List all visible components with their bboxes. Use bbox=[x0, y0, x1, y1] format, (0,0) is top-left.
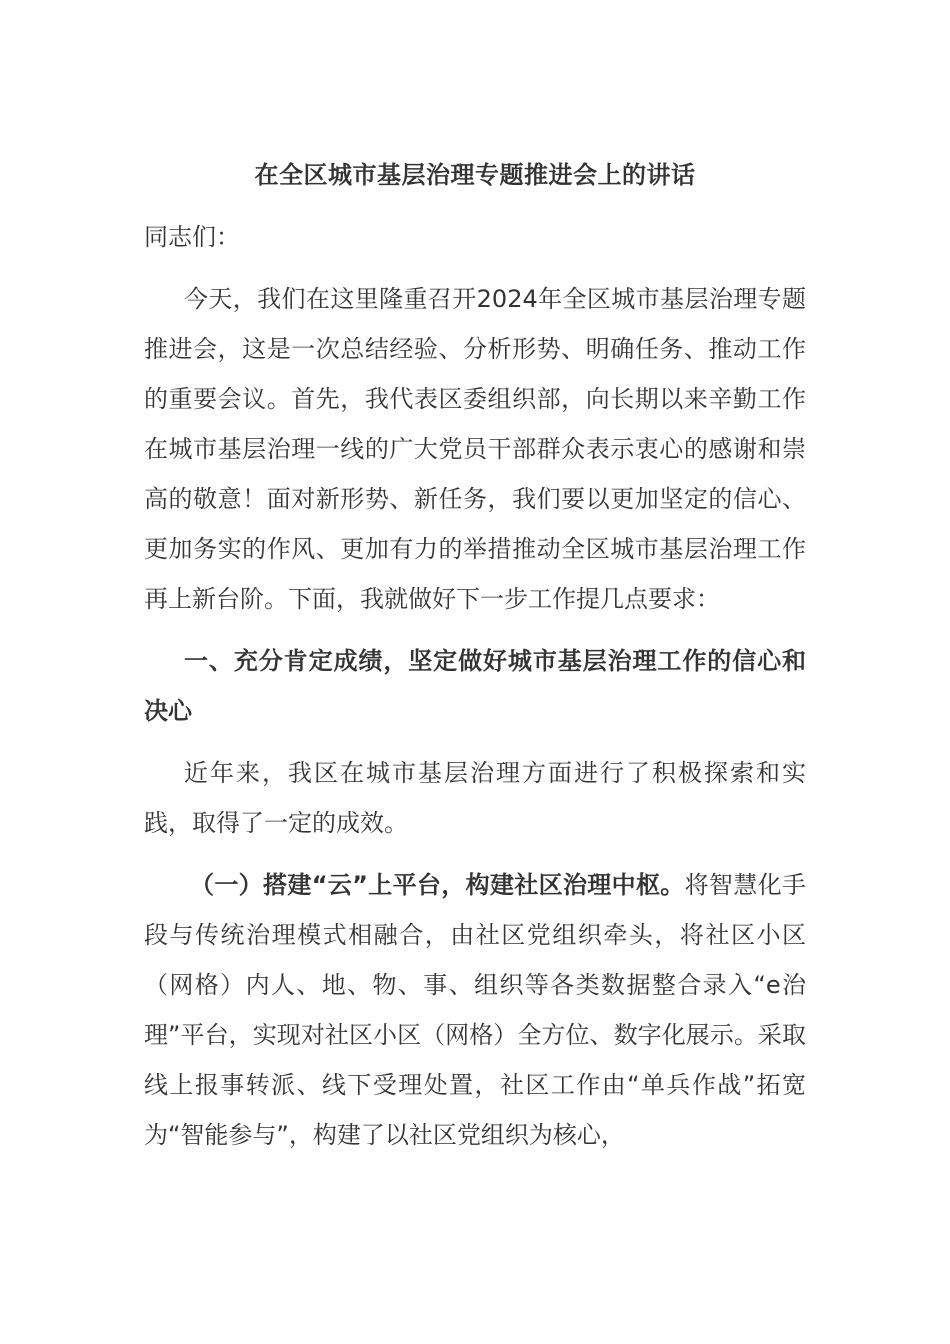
document-body bbox=[144, 150, 806, 1172]
salutation: 同志们： bbox=[144, 223, 240, 251]
item-1-paragraph bbox=[144, 860, 806, 1160]
intro-paragraph: 今天，我们在这里隆重召开2024年全区城市基层治理专题推进会，这是一次总结经验、分析形势、明确任务、推动工作的重要会议。首先，我代表区委组织部，向长期以来辛勤工作在城市基层治理一线的广大党员干部群众表示衷心的感谢和崇高的敬意！面对新形势、新任务，我们要以更加坚定的信心、更加务实的作风、更加有力的举措推动全区城市基层治理工作再上新台阶。下面，我就做好下一步工作提几点要求： bbox=[144, 285, 806, 613]
item-1-body: 将智慧化手段与传统治理模式相融合，由社区党组织牵头，将社区小区（网格）内人、地、物、事、组织等各类数据整合录入“e治理”平台，实现对社区小区（网格）全方位、数字化展示。采取线上报事转派、线下受理处置，社区工作由“单兵作战”拓宽为“智能参与”，构建了以社区党组织为核心， bbox=[144, 871, 807, 1149]
item-1-heading: （一）搭建“云”上平台，构建社区治理中枢。 bbox=[190, 871, 685, 899]
section-1-paragraph: 近年来，我区在城市基层治理方面进行了积极探索和实践，取得了一定的成效。 bbox=[144, 759, 806, 837]
document-title: 在全区城市基层治理专题推进会上的讲话 bbox=[254, 161, 696, 189]
section-1-heading: 一、充分肯定成绩，坚定做好城市基层治理工作的信心和决心 bbox=[144, 647, 806, 725]
